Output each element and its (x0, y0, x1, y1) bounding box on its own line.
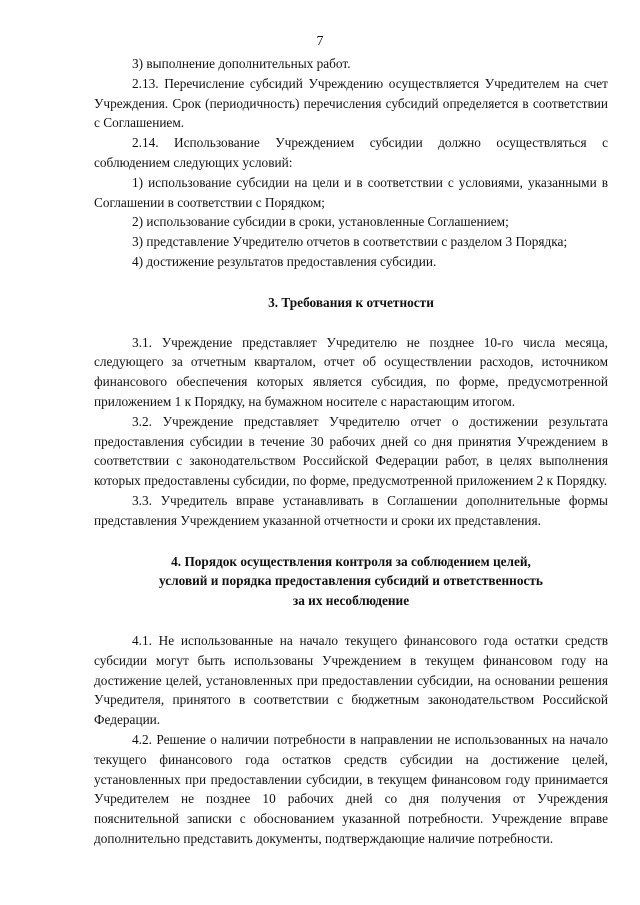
spacer (94, 531, 608, 552)
condition-4: 4) достижение результатов предоставления субсидии. (132, 253, 437, 269)
page-number: 7 (316, 34, 324, 49)
list-item-3: 3) выполнение дополнительных работ. (132, 56, 351, 71)
document-body (94, 54, 608, 849)
section-4-heading-line-3: за их несоблюдение (292, 593, 410, 609)
section-4-heading-line-2: условий и порядка предоставления субсидий и ответственность (159, 573, 543, 589)
condition-3: 3) представление Учредителю отчетов в соответствии с разделом 3 Порядка; (132, 234, 568, 250)
clause-4-2: 4.2. Решение о наличии потребности в направлении не использованных на начало текущего финансового года остатков средств субсидии на достижение целей, установленных при предоставлении субсидии, в текущем финансовом году принимается Учредителем не позднее 10 рабочих дней со дня получения от Учреждения пояснительной записки с обоснованием указанной потребности. Учреждение вправе дополнительно представить документы, подтверждающие наличие потребности. (94, 731, 608, 846)
spacer (94, 611, 608, 631)
clause-3-3: 3.3. Учредитель вправе устанавливать в Соглашении дополнительные формы представления Учреждением указанной отчетности и сроки их представления. (94, 492, 608, 528)
clause-3-1: 3.1. Учреждение представляет Учредителю не позднее 10-го числа месяца, следующего за отчетным кварталом, отчет об осуществлении расходов, источником финансового обеспечения которых является субсидия, по форме, предусмотренной приложением 1 к Порядку, на бумажном носителе с нарастающим итогом. (94, 334, 608, 409)
clause-3-2: 3.2. Учреждение представляет Учредителю отчет о достижении результата предоставления субсидии в течение 30 рабочих дней со дня принятия Учреждением в соответствии с законодательством Российской Федерации работ, в целях выполнения которых предоставлены субсидии, по форме, предусмотренной приложением 2 к Порядку. (94, 413, 608, 489)
condition-2: 2) использование субсидии в сроки, установленные Соглашением; (132, 214, 509, 230)
spacer (94, 272, 608, 293)
section-3-heading: 3. Требования к отчетности (268, 294, 434, 310)
spacer (94, 313, 608, 333)
clause-4-1: 4.1. Не использованные на начало текущего финансового года остатки средств субсидии могут быть использованы Учреждением в текущем финансовом году на достижение целей, установленных при предоставлении субсидии, на основании решения Учредителя, принятого в соответствии с бюджетным законодательством Российской Федерации. (94, 632, 608, 728)
condition-1: 1) использование субсидии на цели и в соответствии с условиями, указанными в Соглашении в соответствии с Порядком; (94, 174, 608, 210)
section-4-heading-line-1: 4. Порядок осуществления контроля за соблюдением целей, (171, 553, 531, 569)
clause-2-14: 2.14. Использование Учреждением субсидии должно осуществляться с соблюдением следующих условий: (94, 135, 608, 170)
clause-2-13: 2.13. Перечисление субсидий Учреждению осуществляется Учредителем на счет Учреждения. Срок (периодичность) перечисления субсидий определяется в соответствии с Соглашением. (94, 75, 608, 131)
